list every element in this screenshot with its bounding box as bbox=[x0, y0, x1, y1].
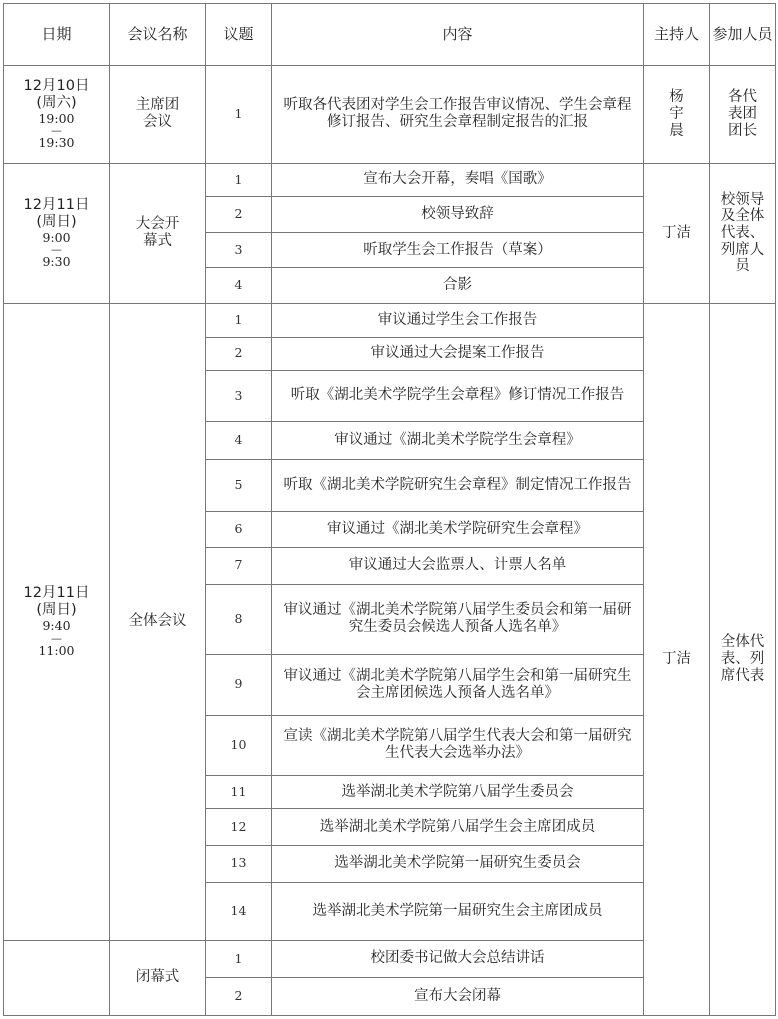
item-number: 2 bbox=[206, 197, 272, 233]
item-content: 选举湖北美术学院第一届研究生委员会 bbox=[272, 846, 644, 883]
time-start: 9:40 bbox=[42, 618, 71, 634]
session3-attendees bbox=[710, 303, 776, 1015]
date-week: (周日) bbox=[36, 213, 77, 230]
meeting-name: 大会开幕式 bbox=[135, 216, 180, 250]
time-end: 11:00 bbox=[38, 642, 75, 658]
date-day: 12月10日 bbox=[23, 77, 90, 94]
meeting-name: 主席团会议 bbox=[135, 97, 180, 131]
attendees-text: 校领导及全体代表、列席人员 bbox=[720, 191, 765, 275]
item-content: 校团委书记做大会总结讲话 bbox=[272, 940, 644, 978]
session4-meeting: 闭幕式 bbox=[110, 940, 206, 1015]
item-content: 宣读《湖北美术学院第八届学生代表大会和第一届研究生代表大会选举办法》 bbox=[272, 715, 644, 775]
header-date: 日期 bbox=[4, 4, 110, 66]
item-content: 听取《湖北美术学院学生会章程》修订情况工作报告 bbox=[272, 371, 644, 422]
attendees-text: 全体代表、列席代表 bbox=[720, 634, 765, 684]
item-content: 审议通过《湖北美术学院研究生会章程》 bbox=[272, 512, 644, 548]
item-number: 10 bbox=[206, 715, 272, 775]
session1-host bbox=[644, 66, 710, 164]
item-number: 3 bbox=[206, 371, 272, 422]
date-week: (周日) bbox=[36, 602, 77, 619]
item-number: 6 bbox=[206, 512, 272, 548]
session1-date bbox=[4, 66, 110, 164]
date-day: 12月11日 bbox=[23, 196, 90, 213]
item-content: 审议通过大会提案工作报告 bbox=[272, 337, 644, 371]
item-number: 3 bbox=[206, 232, 272, 268]
session2-host: 丁洁 bbox=[644, 163, 710, 303]
header-item: 议题 bbox=[206, 4, 272, 66]
item-content: 审议通过《湖北美术学院第八届学生委员会和第一届研究生委员会候选人预备人选名单》 bbox=[272, 584, 644, 654]
item-content: 听取各代表团对学生会工作报告审议情况、学生会章程修订报告、研究生会章程制定报告的汇报 bbox=[272, 66, 644, 164]
item-number: 1 bbox=[206, 66, 272, 164]
time-end: 19:30 bbox=[38, 135, 75, 151]
session2-meeting bbox=[110, 163, 206, 303]
time-end: 9:30 bbox=[42, 254, 71, 270]
item-content: 审议通过学生会工作报告 bbox=[272, 303, 644, 337]
item-number: 7 bbox=[206, 548, 272, 585]
item-content: 听取《湖北美术学院研究生会章程》制定情况工作报告 bbox=[272, 459, 644, 512]
item-number: 1 bbox=[206, 303, 272, 337]
host-name: 杨宇晨 bbox=[669, 89, 684, 139]
table-row bbox=[4, 66, 776, 164]
time-start: 19:00 bbox=[38, 110, 75, 126]
time-sep: — bbox=[51, 243, 62, 257]
session1-meeting bbox=[110, 66, 206, 164]
session3-host: 丁洁 bbox=[644, 303, 710, 1015]
item-number: 1 bbox=[206, 163, 272, 197]
session4-date bbox=[4, 940, 110, 1015]
session2-date bbox=[4, 163, 110, 303]
item-number: 5 bbox=[206, 459, 272, 512]
item-number: 14 bbox=[206, 882, 272, 940]
header-row bbox=[4, 4, 776, 66]
item-content: 校领导致辞 bbox=[272, 197, 644, 233]
table-row bbox=[4, 303, 776, 337]
date-week: (周六) bbox=[36, 94, 77, 111]
item-content: 选举湖北美术学院第一届研究生会主席团成员 bbox=[272, 882, 644, 940]
header-host: 主持人 bbox=[644, 4, 710, 66]
session3-date bbox=[4, 303, 110, 940]
session1-attendees bbox=[710, 66, 776, 164]
item-number: 11 bbox=[206, 775, 272, 809]
attendees-text: 各代表团团长 bbox=[728, 89, 757, 139]
header-content: 内容 bbox=[272, 4, 644, 66]
item-number: 13 bbox=[206, 846, 272, 883]
time-sep: — bbox=[51, 631, 62, 645]
time-start: 9:00 bbox=[42, 229, 71, 245]
item-number: 2 bbox=[206, 978, 272, 1016]
item-number: 9 bbox=[206, 654, 272, 715]
item-content: 审议通过《湖北美术学院学生会章程》 bbox=[272, 421, 644, 459]
item-number: 4 bbox=[206, 421, 272, 459]
item-content: 听取学生会工作报告（草案） bbox=[272, 232, 644, 268]
header-attendees: 参加人员 bbox=[710, 4, 776, 66]
item-number: 2 bbox=[206, 337, 272, 371]
item-content: 审议通过大会监票人、计票人名单 bbox=[272, 548, 644, 585]
item-content: 选举湖北美术学院第八届学生会主席团成员 bbox=[272, 809, 644, 846]
item-number: 1 bbox=[206, 940, 272, 978]
date-day: 12月11日 bbox=[23, 584, 90, 601]
item-content: 合影 bbox=[272, 268, 644, 304]
session2-attendees bbox=[710, 163, 776, 303]
item-number: 8 bbox=[206, 584, 272, 654]
item-number: 4 bbox=[206, 268, 272, 304]
item-number: 12 bbox=[206, 809, 272, 846]
session3-meeting: 全体会议 bbox=[110, 303, 206, 940]
item-content: 审议通过《湖北美术学院第八届学生会和第一届研究生会主席团候选人预备人选名单》 bbox=[272, 654, 644, 715]
item-content: 宣布大会闭幕 bbox=[272, 978, 644, 1016]
item-content: 选举湖北美术学院第八届学生委员会 bbox=[272, 775, 644, 809]
meeting-schedule-table bbox=[3, 3, 776, 1016]
time-sep: — bbox=[51, 124, 62, 138]
item-content: 宣布大会开幕，奏唱《国歌》 bbox=[272, 163, 644, 197]
table-row bbox=[4, 163, 776, 197]
header-meeting: 会议名称 bbox=[110, 4, 206, 66]
